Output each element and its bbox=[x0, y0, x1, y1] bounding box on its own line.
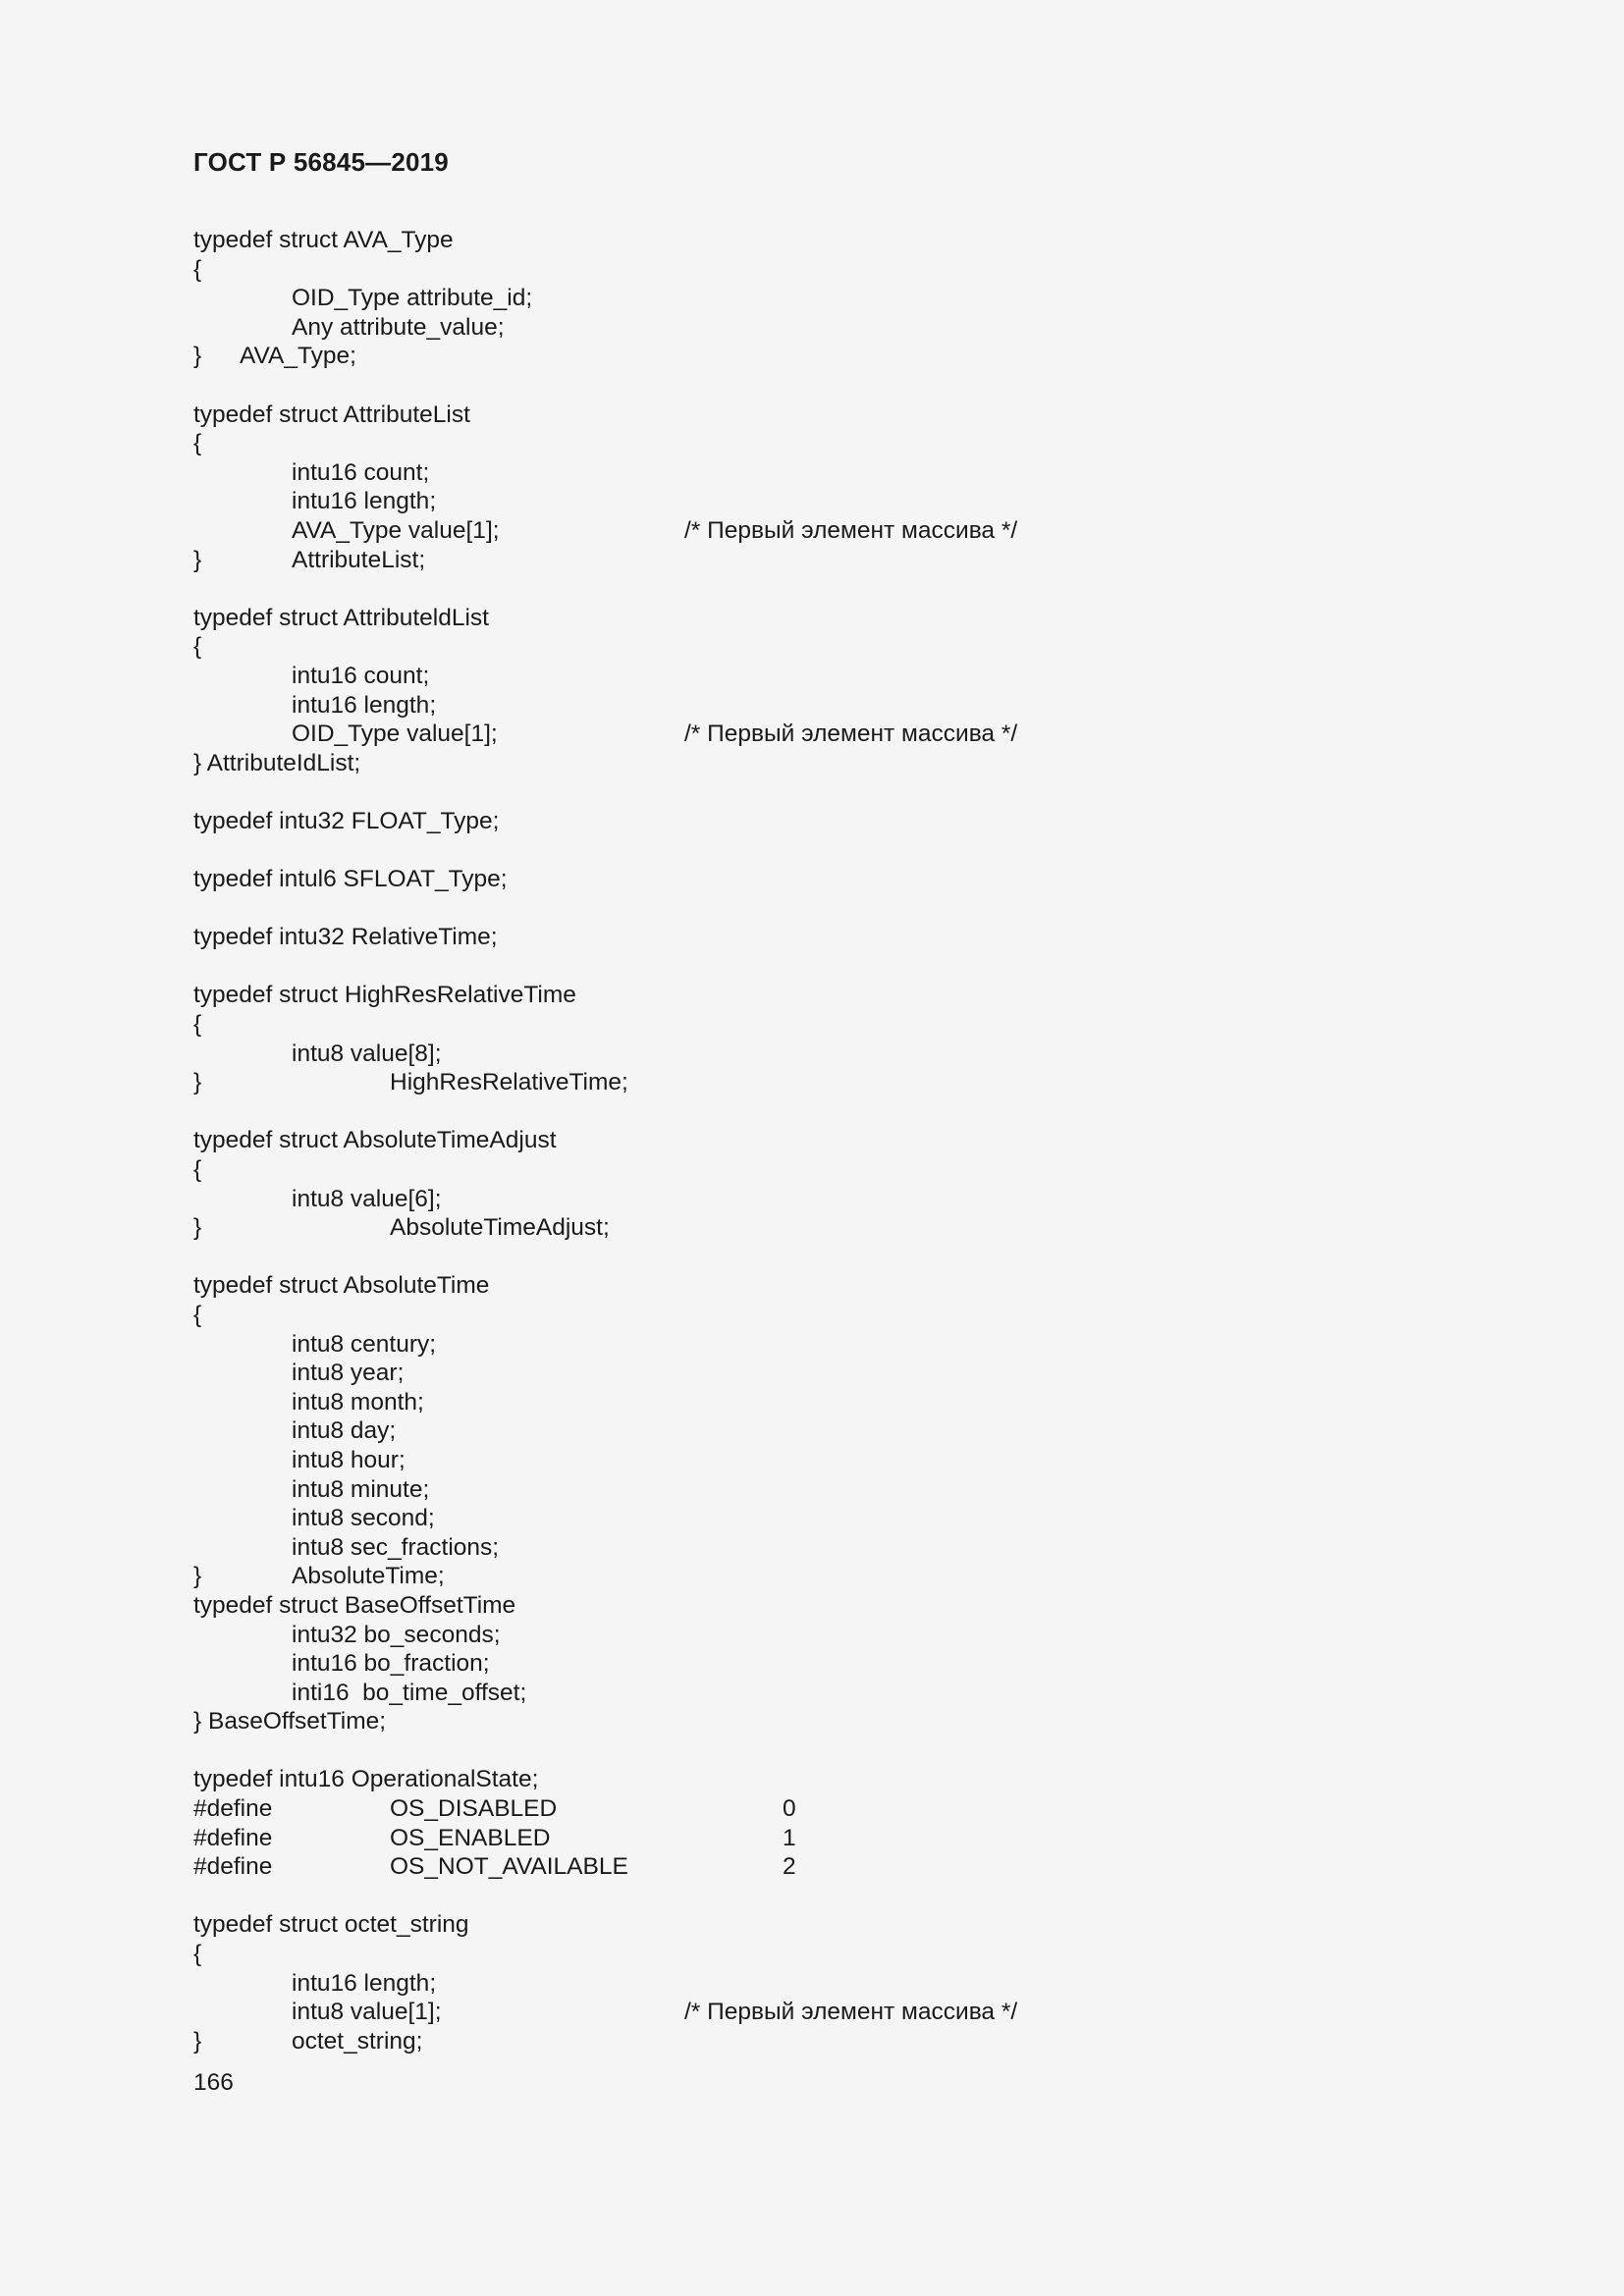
code-line: Any attribute_value; bbox=[292, 313, 505, 341]
code-line: intu8 minute; bbox=[292, 1475, 430, 1503]
blank-line bbox=[193, 894, 1431, 924]
code-line: intu8 century; bbox=[292, 1330, 437, 1358]
code-line: #define OS_NOT_AVAILABLE 2 bbox=[193, 1853, 796, 1881]
code-line: } AttributeIdList; bbox=[193, 749, 361, 776]
code-line: typedef intu32 RelativeTime; bbox=[193, 924, 498, 951]
blank-line bbox=[193, 777, 1431, 807]
code-line: intu8 second; bbox=[292, 1505, 435, 1532]
code-comment: /* Первый элемент массива */ bbox=[684, 721, 1018, 748]
code-line: intu32 bo_seconds; bbox=[292, 1621, 501, 1648]
code-line: { bbox=[193, 255, 202, 283]
code-line: } AVA_Type; bbox=[193, 343, 356, 370]
code-line: { bbox=[193, 430, 202, 457]
code-line: typedef struct HighResRelativeTime bbox=[193, 982, 576, 1009]
blank-line bbox=[193, 835, 1431, 865]
code-line: intu16 length; bbox=[292, 1969, 437, 1997]
code-line: typedef struct AttributeldList bbox=[193, 604, 489, 631]
code-line: intu16 count; bbox=[292, 662, 430, 689]
code-line: #define OS_ENABLED 1 bbox=[193, 1824, 796, 1851]
code-line: } octet_string; bbox=[193, 2027, 423, 2055]
code-line: typedef struct AttributeList bbox=[193, 400, 470, 428]
code-line: typedef struct AbsoluteTimeAdjust bbox=[193, 1127, 557, 1154]
code-line: typedef struct AbsoluteTime bbox=[193, 1272, 490, 1300]
code-line: } BaseOffsetTime; bbox=[193, 1708, 387, 1735]
code-listing bbox=[193, 226, 1431, 2056]
blank-line bbox=[193, 1097, 1431, 1127]
code-line: typedef intul6 SFLOAT_Type; bbox=[193, 866, 508, 893]
blank-line bbox=[193, 1243, 1431, 1272]
code-line: intu8 hour; bbox=[292, 1446, 406, 1473]
blank-line bbox=[193, 371, 1431, 400]
code-comment: /* Первый элемент массива */ bbox=[684, 1999, 1018, 2026]
code-line: { bbox=[193, 1301, 202, 1328]
blank-line bbox=[193, 1882, 1431, 1911]
code-line: intu16 length; bbox=[292, 691, 437, 719]
code-line: { bbox=[193, 633, 202, 661]
code-line: intu16 count; bbox=[292, 458, 430, 486]
code-line: intu8 sec_fractions; bbox=[292, 1533, 500, 1561]
code-line: OID_Type attribute_id; bbox=[292, 285, 533, 312]
code-line: typedef intu32 FLOAT_Type; bbox=[193, 807, 500, 834]
blank-line bbox=[193, 574, 1431, 604]
code-line: intu16 length; bbox=[292, 488, 437, 515]
code-line: } AttributeList; bbox=[193, 546, 426, 573]
code-line: intu8 value[8]; bbox=[292, 1040, 442, 1067]
code-line: intu8 month; bbox=[292, 1388, 424, 1415]
code-line: typedef struct BaseOffsetTime bbox=[193, 1591, 516, 1619]
code-line: intu8 value[1]; /* Первый элемент массива */ bbox=[292, 1999, 1018, 2026]
code-line: OID_Type value[1]; /* Первый элемент массива */ bbox=[292, 721, 1018, 748]
code-line: inti16 bo_time_offset; bbox=[292, 1679, 527, 1706]
code-line: { bbox=[193, 1941, 202, 1968]
code-line: typedef struct octet_string bbox=[193, 1911, 469, 1939]
code-line: } AbsoluteTimeAdjust; bbox=[193, 1214, 610, 1242]
code-line: } HighResRelativeTime; bbox=[193, 1069, 628, 1096]
code-comment: /* Первый элемент массива */ bbox=[684, 516, 1018, 544]
blank-line bbox=[193, 1736, 1431, 1766]
page-number: 166 bbox=[193, 2069, 234, 2096]
code-line: AVA_Type value[1]; /* Первый элемент массива */ bbox=[292, 516, 1018, 544]
code-line: intu8 value[6]; bbox=[292, 1185, 442, 1212]
code-line: { bbox=[193, 1011, 202, 1039]
code-line: intu16 bo_fraction; bbox=[292, 1650, 490, 1678]
code-line: { bbox=[193, 1156, 202, 1183]
blank-line bbox=[193, 952, 1431, 982]
code-line: typedef intu16 OperationalState; bbox=[193, 1766, 539, 1793]
document-header: ГОСТ Р 56845—2019 bbox=[193, 147, 449, 177]
code-line: intu8 day; bbox=[292, 1417, 397, 1445]
code-line: intu8 year; bbox=[292, 1360, 405, 1387]
code-line: } AbsoluteTime; bbox=[193, 1563, 445, 1590]
code-line: #define OS_DISABLED 0 bbox=[193, 1795, 796, 1823]
code-line: typedef struct AVA_Type bbox=[193, 227, 454, 253]
